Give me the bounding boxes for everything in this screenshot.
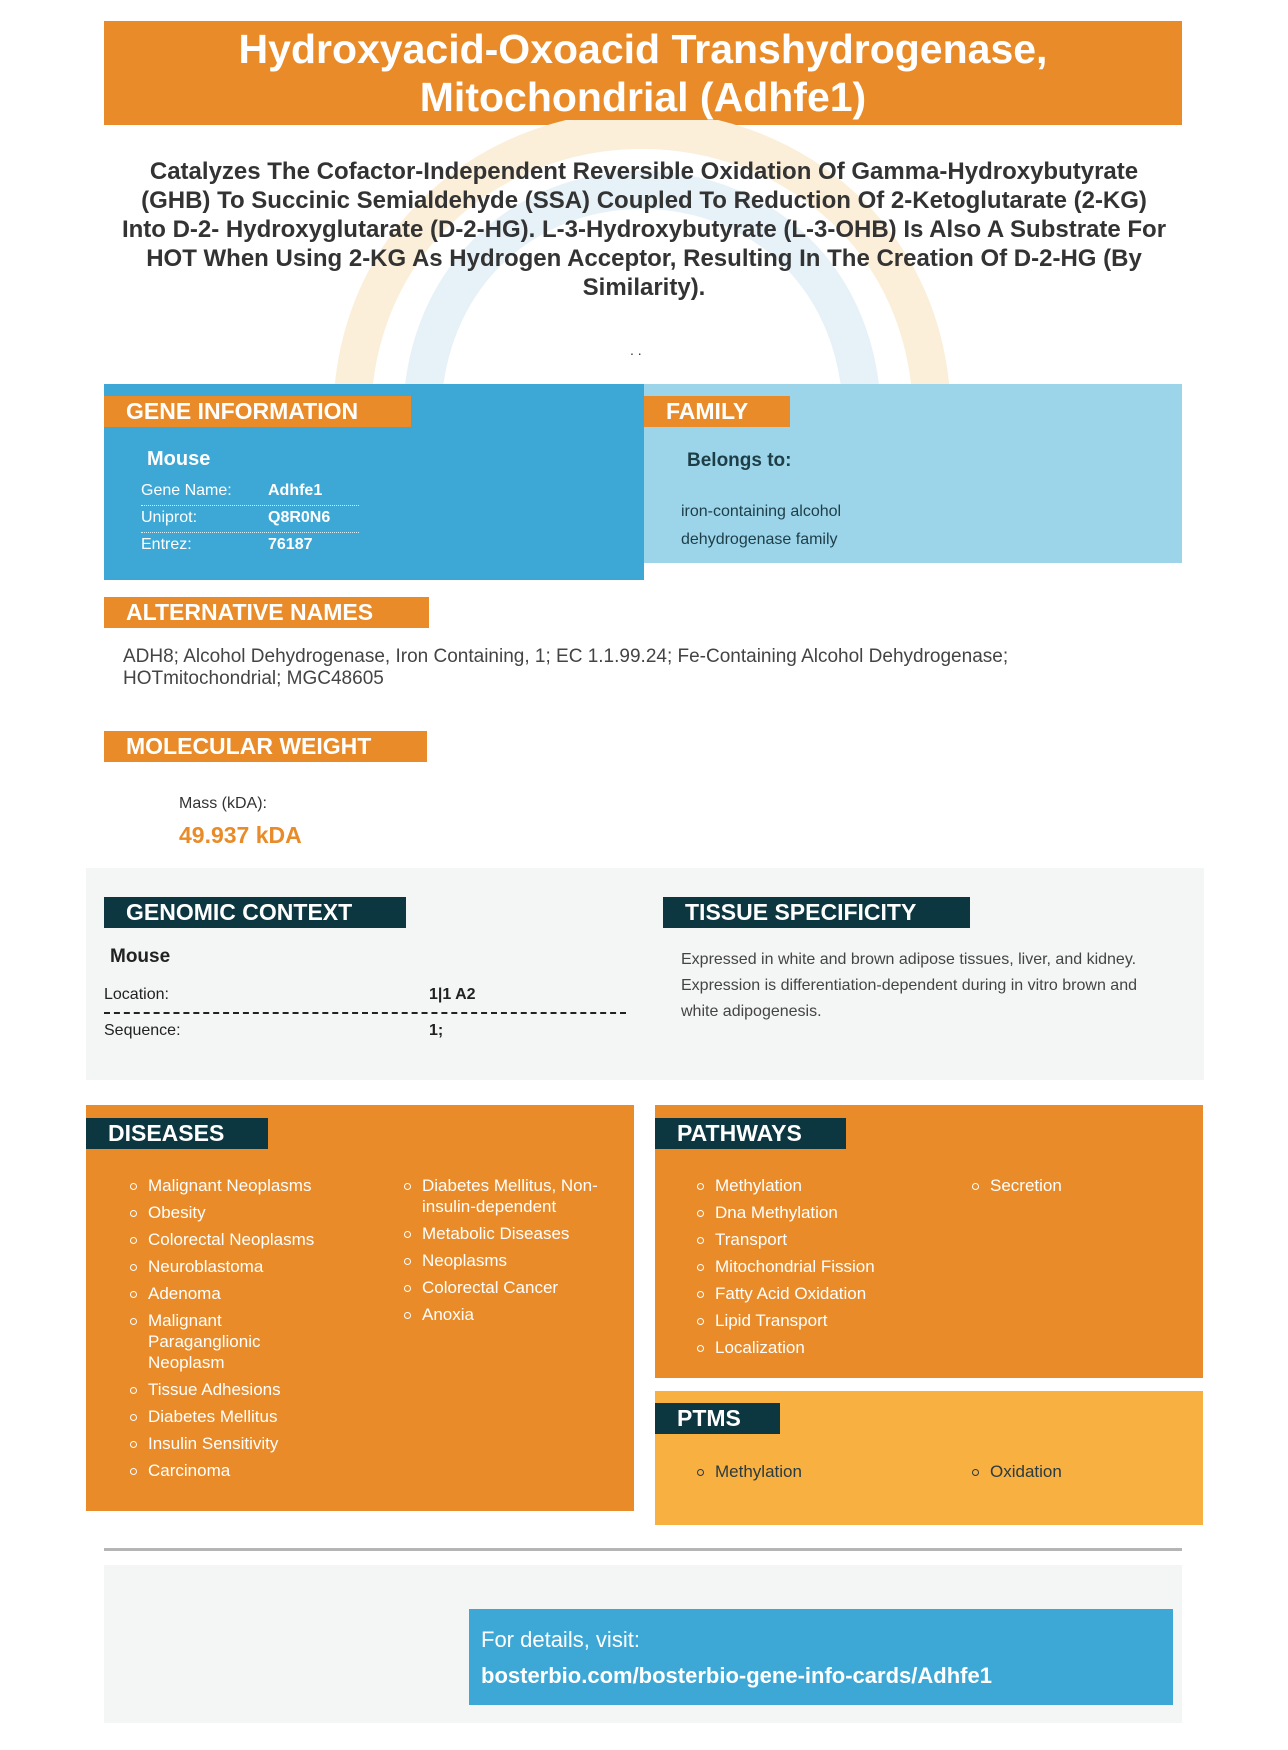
location-value: 1|1 A2 — [429, 986, 476, 1003]
gene-name-value: Adhfe1 — [268, 482, 323, 499]
list-item: Neoplasms — [404, 1250, 604, 1271]
belongs-to-label: Belongs to: — [687, 450, 792, 471]
list-item: Anoxia — [404, 1304, 604, 1325]
alternative-names-heading: ALTERNATIVE NAMES — [104, 597, 429, 628]
list-item: Metabolic Diseases — [404, 1223, 604, 1244]
list-item: Diabetes Mellitus — [130, 1406, 340, 1427]
list-item: Mitochondrial Fission — [697, 1256, 937, 1277]
alternative-names-text: ADH8; Alcohol Dehydrogenase, Iron Containing, 1; EC 1.1.99.24; Fe-Containing Alcohol Dehydrogenase; HOTmitochondrial; MGC48605 — [123, 646, 1009, 689]
pathways-panel — [655, 1105, 1203, 1378]
gene-information-heading: GENE INFORMATION — [104, 396, 411, 427]
tissue-specificity-heading: TISSUE SPECIFICITY — [663, 897, 970, 928]
tissue-specificity-text: Expressed in white and brown adipose tissues, liver, and kidney. Expression is differentiation-dependent during in vitro brown and white adipogenesis. — [681, 951, 1137, 1020]
family-text: iron-containing alcohol dehydrogenase family — [681, 503, 842, 548]
list-item: Oxidation — [972, 1461, 1172, 1482]
family-panel — [644, 384, 1182, 563]
list-item: Neuroblastoma — [130, 1256, 340, 1277]
list-item: Localization — [697, 1337, 937, 1358]
location-label: Location: — [104, 986, 169, 1003]
page-title: Hydroxyacid-Oxoacid Transhydrogenase, Mitochondrial (Adhfe1) — [104, 21, 1182, 125]
footer-divider — [104, 1548, 1182, 1551]
mass-value: 49.937 kDA — [179, 822, 302, 848]
entrez-label: Entrez: — [141, 536, 192, 553]
list-item: Insulin Sensitivity — [130, 1433, 340, 1454]
family-heading: FAMILY — [644, 396, 790, 427]
list-item: Malignant Paraganglionic Neoplasm — [130, 1310, 278, 1373]
details-lead-text: For details, visit: — [481, 1627, 640, 1652]
genomic-organism: Mouse — [110, 946, 171, 967]
pathways-list-col1 — [697, 1175, 937, 1364]
list-item: Lipid Transport — [697, 1310, 937, 1331]
uniprot-row — [141, 505, 359, 533]
list-item: Obesity — [130, 1202, 340, 1223]
location-row — [104, 979, 626, 1014]
diseases-panel — [86, 1105, 634, 1511]
molecular-weight-heading: MOLECULAR WEIGHT — [104, 731, 427, 762]
entrez-value: 76187 — [268, 536, 313, 553]
ptms-list-col2 — [972, 1461, 1172, 1488]
diseases-list-col1 — [130, 1175, 340, 1487]
ptms-heading: PTMS — [655, 1403, 780, 1434]
list-item: Tissue Adhesions — [130, 1379, 340, 1400]
list-item: Secretion — [972, 1175, 1172, 1196]
protein-summary: Catalyzes The Cofactor-Independent Reversible Oxidation Of Gamma-Hydroxybutyrate (GHB) To Succinic Semialdehyde (SSA) Coupled To Reduction Of 2-Ketoglutarate (2-KG) Into D-2- Hydroxyglutarate (D-2-HG). L-3-Hydroxybutyrate (L-3-OHB) Is Also A Substrate For HOT When Using 2-KG As Hydrogen Acceptor, Resulting In The Creation Of D-2-HG (By Similarity). — [121, 158, 1167, 301]
genomic-context-heading: GENOMIC CONTEXT — [104, 897, 406, 928]
gene-information-panel — [104, 384, 644, 580]
diseases-list-col2 — [404, 1175, 604, 1331]
details-link[interactable]: bosterbio.com/bosterbio-gene-info-cards/Adhfe1 — [481, 1663, 992, 1688]
sequence-row — [104, 1015, 626, 1048]
gene-name-row — [141, 478, 359, 506]
uniprot-value: Q8R0N6 — [268, 509, 331, 526]
list-item: Adenoma — [130, 1283, 340, 1304]
details-link-box[interactable] — [469, 1609, 1173, 1705]
entrez-row — [141, 532, 359, 559]
sequence-label: Sequence: — [104, 1022, 181, 1039]
list-item: Carcinoma — [130, 1460, 340, 1481]
list-item: Fatty Acid Oxidation — [697, 1283, 937, 1304]
pathways-heading: PATHWAYS — [655, 1118, 846, 1149]
pathways-list-col2 — [972, 1175, 1172, 1202]
mass-label: Mass (kDA): — [179, 795, 267, 812]
uniprot-label: Uniprot: — [141, 509, 198, 526]
list-item: Dna Methylation — [697, 1202, 937, 1223]
list-item: Diabetes Mellitus, Non-insulin-dependent — [404, 1175, 604, 1217]
list-item: Colorectal Cancer — [404, 1277, 604, 1298]
list-item: Transport — [697, 1229, 937, 1250]
list-item: Malignant Neoplasms — [130, 1175, 340, 1196]
list-item: Colorectal Neoplasms — [130, 1229, 340, 1250]
separator-dots: . . — [630, 342, 642, 358]
ptms-list-col1 — [697, 1461, 897, 1488]
sequence-value: 1; — [429, 1022, 444, 1039]
list-item: Methylation — [697, 1175, 937, 1196]
ptms-panel — [655, 1391, 1203, 1525]
gene-organism: Mouse — [147, 448, 211, 470]
list-item: Methylation — [697, 1461, 897, 1482]
diseases-heading: DISEASES — [86, 1118, 268, 1149]
gene-name-label: Gene Name: — [141, 482, 232, 499]
